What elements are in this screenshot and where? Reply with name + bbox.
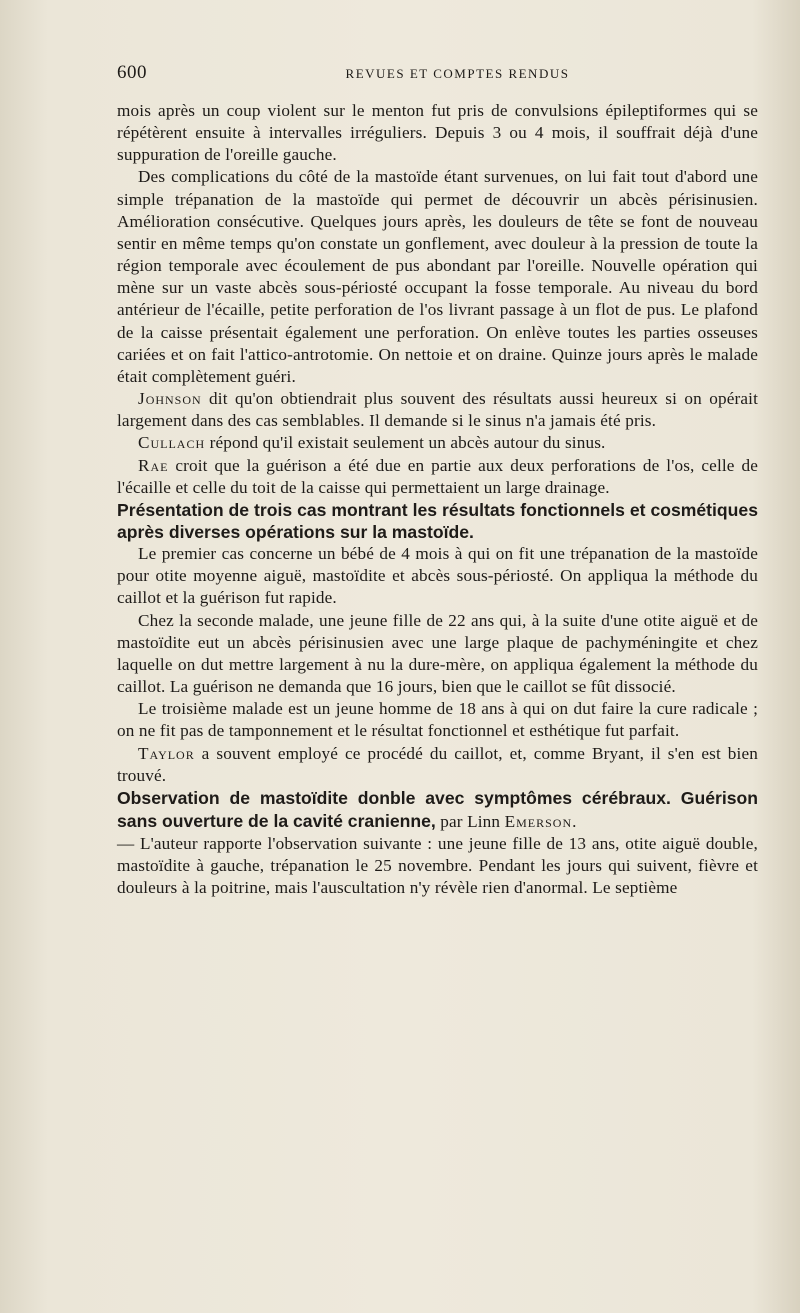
paragraph-observation: — L'auteur rapporte l'observation suivante : une jeune fille de 13 ans, otite aiguë double, mastoïdite à gauche, trépanation le 25 novembre. Pendant les jours qui suivent, fièvre et douleurs à la poitrine, mais l'auscultation n'y révèle rien d'anormal. Le septième — [117, 834, 758, 898]
paragraph-johnson-comment: Johnson dit qu'on obtiendrait plus souvent des résultats aussi heureux si on opérait largement dans des cas semblables. Il demande si le sinus n'a jamais été pris. — [117, 389, 758, 431]
section-heading: Observation de mastoïdite donble avec symptômes cérébraux. Guérison sans ouverture de la cavité cranienne, — [117, 787, 758, 831]
author-name: Rae — [138, 455, 169, 475]
paragraph-third-case: Le troisième malade est un jeune homme de 18 ans à qui on dut faire la cure radicale ; on ne fit pas de tamponnement et le résultat fonctionnel et esthétique fut parfait. — [117, 699, 758, 741]
running-title: REVUES ET COMPTES RENDUS — [345, 66, 570, 81]
author-name: Johnson — [138, 389, 202, 409]
author-name: Taylor — [138, 743, 195, 763]
page-header — [117, 62, 758, 86]
paragraph-second-case: Chez la seconde malade, une jeune fille de 22 ans qui, à la suite d'une otite aiguë et de mastoïdite eut un abcès périsinusien avec une large plaque de pachyméningite et chez laquelle on dut mettre largement à nu la dure-mère, on appliqua également la méthode du caillot. La guérison ne demanda que 16 jours, bien que le caillot se fût dissocié. — [117, 610, 758, 697]
section-heading-with-author: Observation de mastoïdite donble avec symptômes cérébraux. Guérison sans ouverture de la cavité cranienne, par Linn Emerson. — [117, 787, 758, 831]
author-name: Cullach — [138, 433, 206, 453]
page-number: 600 — [117, 62, 147, 83]
paragraph-cullach-reply: Cullach répond qu'il existait seulement un abcès autour du sinus. — [138, 433, 606, 453]
paragraph-taylor-comment: Taylor a souvent employé ce procédé du caillot, et, comme Bryant, il s'en est bien trouvé. — [117, 743, 758, 785]
body-text — [117, 100, 758, 900]
paragraph-continuation: mois après un coup violent sur le menton fut pris de convulsions épileptiformes qui se répétèrent ensuite à intervalles irréguliers. Depuis 3 ou 4 mois, il souffrait déjà d'une suppuration de l'oreille gauche. — [117, 101, 758, 165]
paragraph-case-description: Des complications du côté de la mastoïde étant survenues, on lui fait tout d'abord une simple trépanation de la mastoïde qui permet de découvrir un abcès périsinusien. Amélioration consécutive. Quelques jours après, les douleurs de tête se font de nouveau sentir en même temps qu'on constate un gonflement, avec douleur à la pression de toute la région temporale avec écoulement de pus abondant par l'oreille. Nouvelle opération qui mène sur un vaste abcès sous-périosté occupant la fosse temporale. Au niveau du bord antérieur de l'écaille, petite perforation de l'os livrant passage à un flot de pus. Le plafond de la caisse présentait également une perforation. On enlève toutes les parties osseuses cariées et on fait l'attico-antrotomie. On nettoie et on draine. Quinze jours après le malade était complètement guéri. — [117, 167, 758, 386]
paragraph-first-case: Le premier cas concerne un bébé de 4 mois à qui on fit une trépanation de la mastoïde pour otite moyenne aiguë, mastoïdite et abcès sous-périosté. On appliqua la méthode du caillot et la guérison fut rapide. — [117, 544, 758, 608]
author-name: Emerson — [504, 812, 573, 831]
paragraph-rae-comment: Rae croit que la guérison a été due en partie aux deux perforations de l'os, celle de l'écaille et celle du toit de la caisse qui permettaient un large drainage. — [117, 455, 758, 497]
section-heading: Présentation de trois cas montrant les résultats fonctionnels et cosmétiques après diverses opérations sur la mastoïde. — [117, 499, 758, 542]
